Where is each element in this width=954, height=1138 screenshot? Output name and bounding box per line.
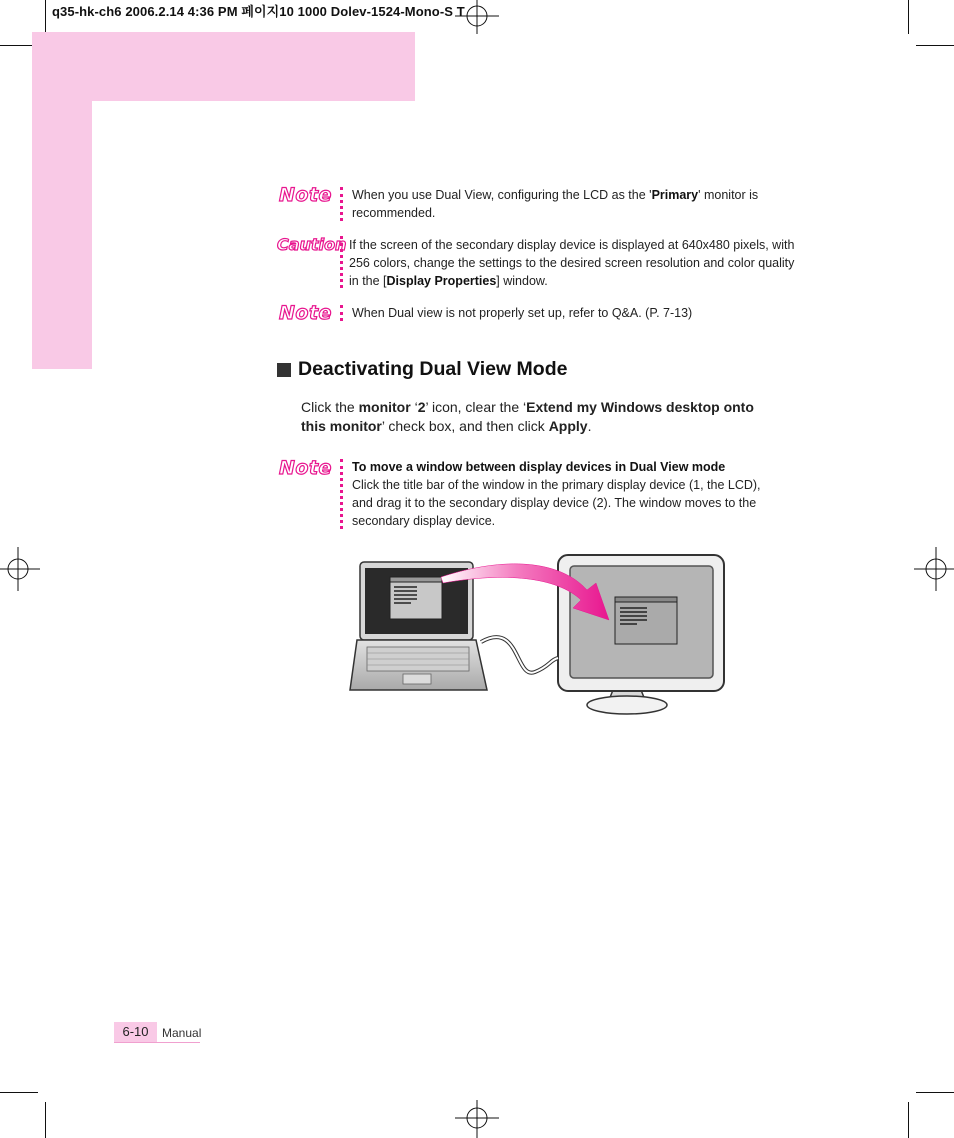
text-run: Click the title bar of the window in the primary display device (1, the LCD), and drag it to the secondary display device (2). The window moves to the secondary display device. xyxy=(352,478,761,528)
crop-mark xyxy=(0,1092,38,1093)
page-number: 6-10 xyxy=(114,1022,157,1042)
footer-rule xyxy=(114,1042,200,1043)
dotted-divider xyxy=(340,187,343,221)
crop-mark xyxy=(45,0,46,34)
section-title: Deactivating Dual View Mode xyxy=(298,358,568,380)
dotted-divider xyxy=(340,459,343,529)
dotted-divider xyxy=(340,236,343,288)
bold-text-run: 2 xyxy=(417,399,426,415)
text-run: ‘ xyxy=(410,399,418,415)
note-text xyxy=(352,458,780,530)
text-run: If the screen of the secondary display device is displayed at 640x480 pixels, with 256 colors, change the settings to the desired screen resolution and color quality in the [ xyxy=(349,238,795,288)
text-run: When you use Dual View, configuring the LCD as the ' xyxy=(352,188,652,202)
dual-view-illustration xyxy=(345,550,730,720)
bold-text-run: Apply xyxy=(548,418,588,434)
pink-band-left xyxy=(32,32,92,369)
crop-mark xyxy=(908,1102,909,1138)
note-text xyxy=(352,186,772,222)
crop-mark xyxy=(908,0,909,34)
note-label: Note xyxy=(279,184,332,206)
section-heading xyxy=(277,358,567,381)
registration-mark-icon xyxy=(0,547,40,591)
text-run: ’ icon, clear the ‘ xyxy=(425,399,527,415)
laptop-icon xyxy=(350,562,487,690)
instruction-text xyxy=(301,398,771,436)
caution-text xyxy=(349,236,807,290)
text-run: Click the xyxy=(301,399,359,415)
manual-label: Manual xyxy=(162,1026,202,1040)
registration-mark-icon xyxy=(914,547,954,591)
text-run: . xyxy=(587,418,592,434)
caution-label: Caution xyxy=(277,235,347,254)
note-label: Note xyxy=(279,457,332,479)
note-text xyxy=(352,304,772,322)
crop-mark xyxy=(916,1092,954,1093)
print-header-line: q35-hk-ch6 2006.2.14 4:36 PM 페이지10 1000 Dolev-1524-Mono-S T xyxy=(52,4,465,19)
registration-mark-icon xyxy=(455,0,499,34)
crop-mark xyxy=(45,1102,46,1138)
crop-mark xyxy=(916,45,954,46)
text-run: ' monitor is recommended. xyxy=(352,188,759,220)
dotted-divider xyxy=(340,305,343,321)
text-run: ’ check box, and then click xyxy=(381,418,549,434)
registration-mark-icon xyxy=(455,1100,499,1138)
bold-text-run: Display Properties xyxy=(386,274,497,288)
bold-text-run: Extend my Windows desktop onto this monitor xyxy=(301,399,754,434)
text-run: ] window. xyxy=(496,274,548,288)
monitor-icon xyxy=(558,555,724,714)
bold-text-run: Primary xyxy=(651,188,699,202)
bold-text-run: To move a window between display devices in Dual View mode xyxy=(352,460,726,474)
square-bullet-icon xyxy=(277,363,291,377)
text-run: When Dual view is not properly set up, refer to Q&A. (P. 7-13) xyxy=(352,306,693,320)
note-label: Note xyxy=(279,302,332,324)
bold-text-run: monitor xyxy=(358,399,411,415)
